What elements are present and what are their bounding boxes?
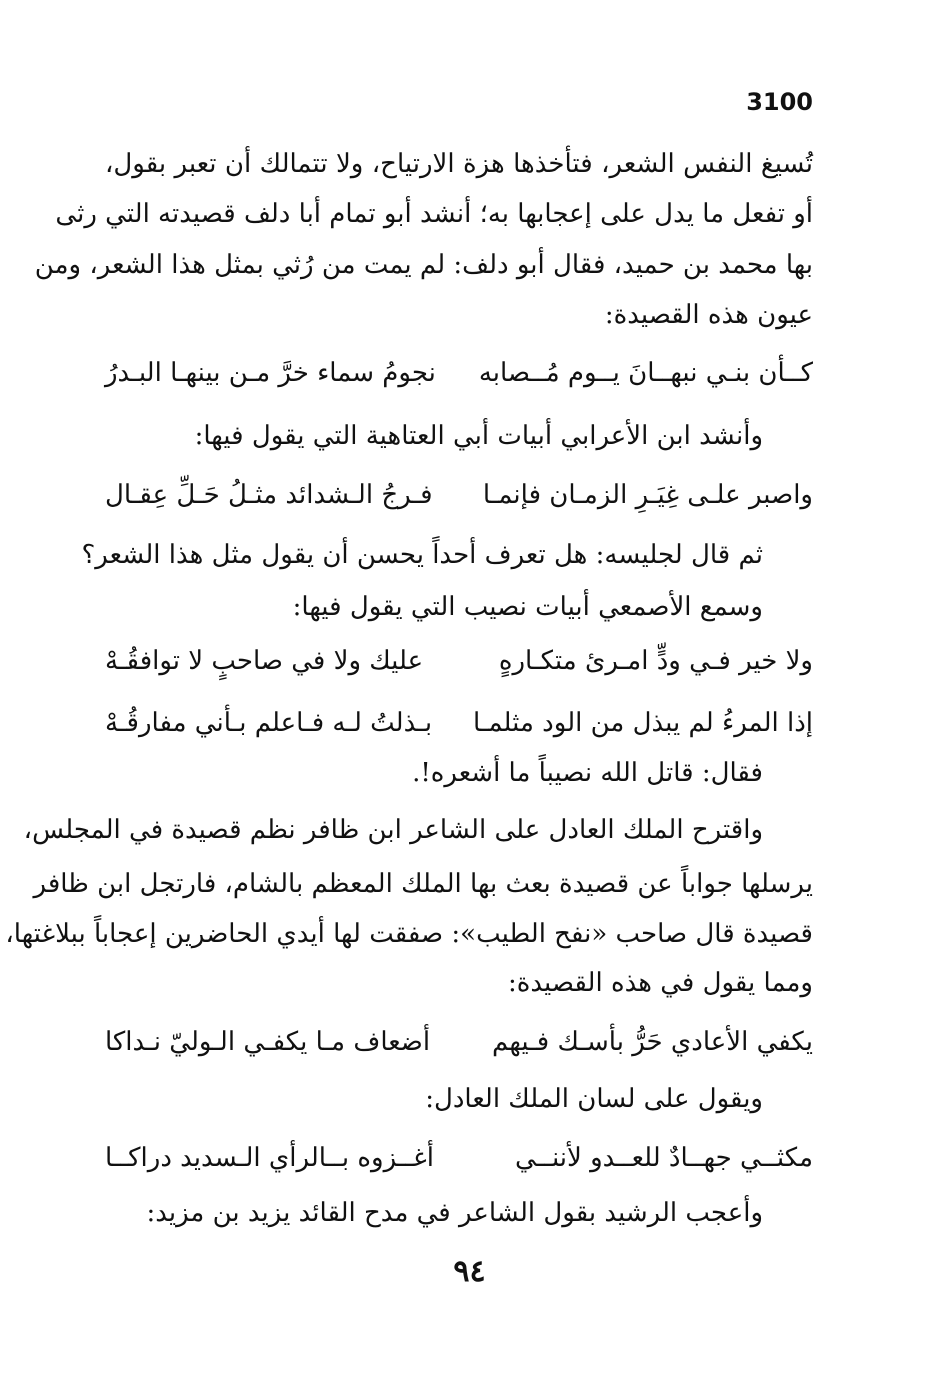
text-line: بها محمد بن حميد، فقال أبو دلف: لم يمت من رُثي بمثل هذا الشعر، ومن	[34, 250, 813, 280]
verse-second-hemistich: عليك ولا في صاحبٍ لا توافقُـهْ	[105, 646, 424, 676]
text-line: وأعجب الرشيد بقول الشاعر في مدح القائد يزيد بن مزيد:	[146, 1198, 763, 1228]
verse-line	[105, 475, 813, 515]
text-line: وأنشد ابن الأعرابي أبيات أبي العتاهية التي يقول فيها:	[194, 421, 763, 451]
verse-second-hemistich: بـذلتُ لـه فـاعلم بـأني مفارقُـهْ	[105, 708, 433, 738]
text-line: يرسلها جواباً عن قصيدة بعث بها الملك المعظم بالشام، فارتجل ابن ظافر	[33, 869, 813, 899]
text-line: عيون هذه القصيدة:	[604, 300, 813, 330]
verse-first-hemistich: واصبر علـى غِيَـرِ الزمـان فإنمـا	[482, 480, 813, 510]
text-line: واقترح الملك العادل على الشاعر ابن ظافر نظم قصيدة في المجلس،	[23, 815, 763, 845]
text-line: أو تفعل ما يدل على إعجابها به؛ أنشد أبو تمام أبا دلف قصيدته التي رثى	[55, 199, 813, 229]
text-line: قصيدة قال صاحب «نفح الطيب»: صفقت لها أيدي الحاضرين إعجاباً ببلاغتها،	[5, 919, 813, 949]
verse-second-hemistich: أضعاف مـا يكفـي الـوليّ نـداكا	[105, 1027, 431, 1057]
verse-first-hemistich: مكثــي جهــادٌ للعــدو لأننــي	[515, 1143, 813, 1173]
verse-second-hemistich: أغــزوه بــالرأي الـسديد دراكــا	[105, 1143, 434, 1173]
text-line: وسمع الأصمعي أبيات نصيب التي يقول فيها:	[292, 592, 763, 622]
verse-second-hemistich: نجومُ سماء خرَّ مـن بينهـا البـدرُ	[105, 358, 436, 388]
text-line: فقال: قاتل الله نصيباً ما أشعره!.	[412, 758, 763, 788]
verse-first-hemistich: ولا خير فـي ودٍّ امـرئ متكـارهٍ	[498, 646, 813, 676]
page-number: ٩٤	[453, 1254, 486, 1289]
verse-first-hemistich: إذا المرءُ لم يبذل من الود مثلمـا	[472, 708, 813, 738]
text-line: تُسيغ النفس الشعر، فتأخذها هزة الارتياح، ولا تتمالك أن تعبر بقول،	[105, 149, 813, 179]
verse-second-hemistich: فـرجُ الـشدائد مثـلُ حَـلِّ عِقـال	[105, 480, 433, 510]
verse-line	[105, 641, 813, 681]
text-line: ثم قال لجليسه: هل تعرف أحداً يحسن أن يقول مثل هذا الشعر؟	[81, 540, 763, 570]
verse-first-hemistich: كــأن بنـي نبهــانَ يــوم مُــصابه	[478, 358, 813, 388]
verse-line	[105, 703, 813, 743]
verse-line	[105, 1138, 813, 1178]
text-line: ومما يقول في هذه القصيدة:	[507, 968, 813, 998]
folio-number: 3100	[746, 88, 813, 116]
verse-line	[105, 353, 813, 393]
verse-line	[105, 1022, 813, 1062]
verse-first-hemistich: يكفي الأعادي حَرُّ بأسـك فـيهم	[492, 1027, 813, 1057]
text-line: ويقول على لسان الملك العادل:	[425, 1084, 763, 1114]
